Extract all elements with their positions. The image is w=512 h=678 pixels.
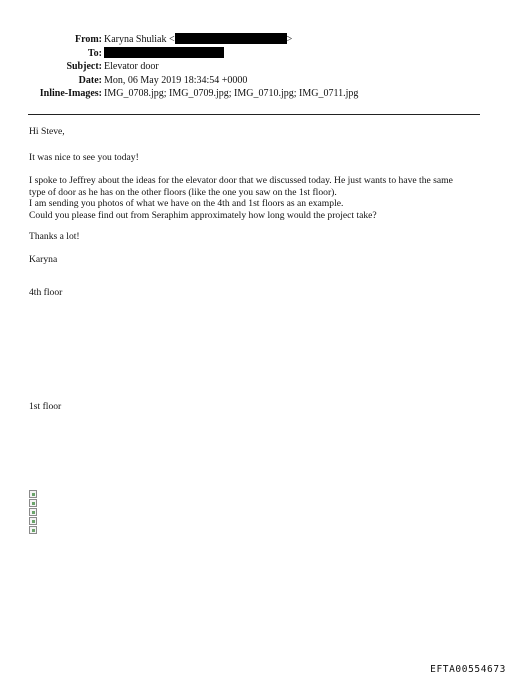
caption-4th-floor: 4th floor: [29, 287, 63, 298]
body-line: I am sending you photos of what we have on the 4th and 1st floors as an example.: [29, 198, 344, 209]
redaction-box: [104, 47, 224, 58]
subject-row: [0, 60, 512, 74]
email-header: [0, 33, 512, 101]
subject-label: Subject:: [66, 61, 102, 73]
inline-images-value: IMG_0708.jpg; IMG_0709.jpg; IMG_0710.jpg; IMG_0711.jpg: [104, 88, 359, 100]
body-line: It was nice to see you today!: [29, 152, 139, 163]
greeting: Hi Steve,: [29, 126, 65, 137]
date-label: Date:: [78, 74, 102, 86]
header-divider: [28, 114, 480, 115]
signature: Karyna: [29, 254, 58, 265]
to-value: [104, 47, 224, 61]
thanks-line: Thanks a lot!: [29, 231, 80, 242]
broken-image-icon: [29, 490, 37, 498]
to-label: To:: [87, 47, 102, 59]
broken-image-icon: [29, 499, 37, 507]
date-row: [0, 74, 512, 88]
from-row: [0, 33, 512, 47]
from-label: From:: [74, 34, 102, 45]
bates-number: EFTA00554673: [430, 664, 506, 675]
subject-value: Elevator door: [104, 61, 159, 73]
redaction-box: [175, 33, 287, 44]
body-line: Could you please find out from Seraphim approximately how long would the project take?: [29, 209, 377, 221]
inline-images-row: [0, 87, 512, 101]
broken-image-icon: [29, 526, 37, 534]
broken-image-icon: [29, 508, 37, 516]
from-name: Karyna Shuliak <: [104, 34, 175, 45]
body-line: I spoke to Jeffrey about the ideas for the elevator door that we discussed today. He just wants to have the same: [29, 175, 453, 186]
body-line: type of door as he has on the other floors (like the one you saw on the 1st floor).: [29, 186, 337, 198]
caption-1st-floor: 1st floor: [29, 401, 62, 412]
date-value: Mon, 06 May 2019 18:34:54 +0000: [104, 74, 248, 86]
inline-images-label: Inline-Images:: [39, 88, 102, 100]
to-row: [0, 47, 512, 61]
from-close: >: [286, 34, 293, 45]
broken-image-icon: [29, 517, 37, 525]
from-value: [104, 33, 292, 47]
